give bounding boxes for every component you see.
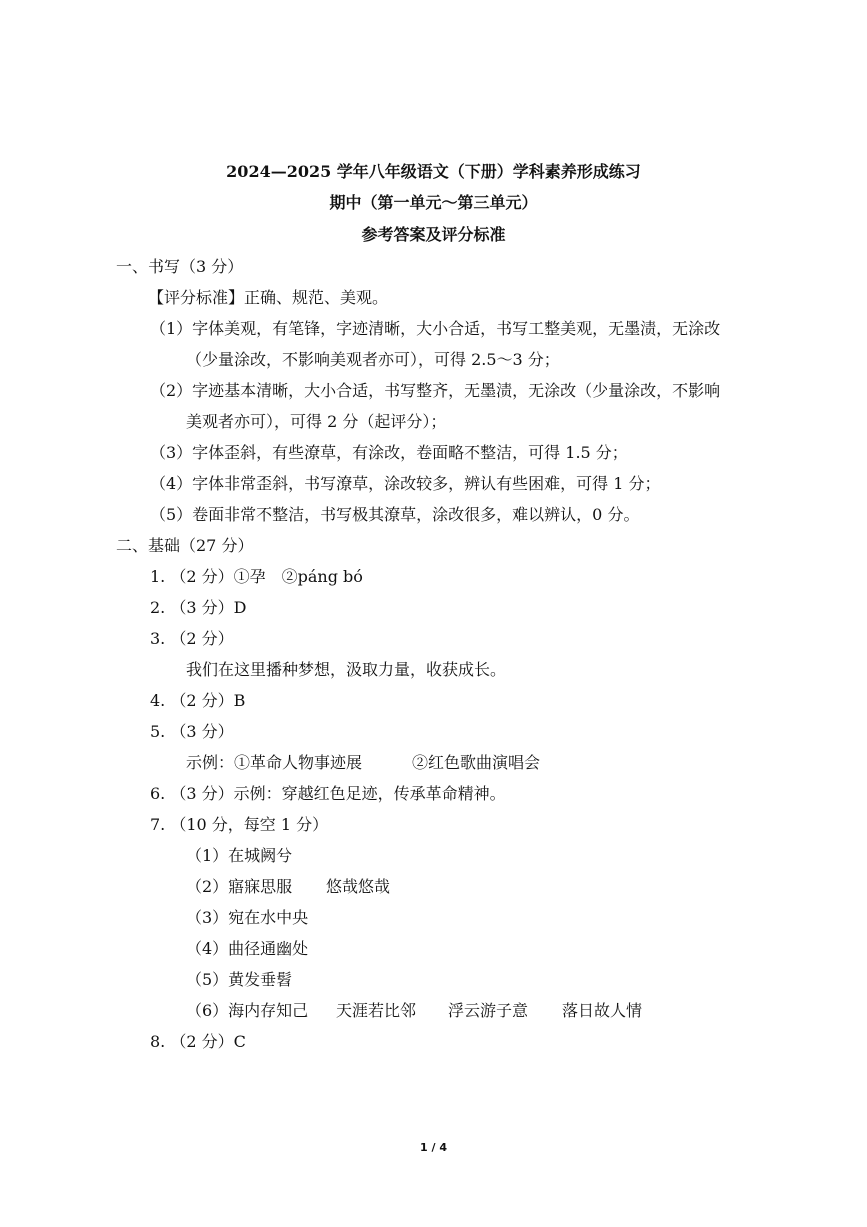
question-8: 8. （2 分）C <box>150 1032 246 1051</box>
document-title: 2024—2025 学年八年级语文（下册）学科素养形成练习 <box>226 162 641 181</box>
question-6: 6. （3 分）示例：穿越红色足迹，传承革命精神。 <box>150 784 506 803</box>
question-7-4: （4）曲径通幽处 <box>186 939 309 958</box>
question-5-answer-b: ②红色歌曲演唱会 <box>412 753 541 772</box>
question-5: 5. （3 分） <box>150 722 234 741</box>
question-7-3: （3）宛在水中央 <box>186 908 309 927</box>
question-7-6d: 落日故人情 <box>562 1001 643 1020</box>
question-3-answer: 我们在这里播种梦想，汲取力量，收获成长。 <box>186 660 507 679</box>
question-7-2b: 悠哉悠哉 <box>326 877 391 896</box>
criteria-item-1-cont: （少量涂改，不影响美观者亦可），可得 2.5～3 分； <box>186 350 560 369</box>
document-subtitle: 期中（第一单元～第三单元） <box>329 193 538 212</box>
criteria-item-3: （3）字体歪斜，有些潦草，有涂改，卷面略不整洁，可得 1.5 分； <box>150 443 628 462</box>
question-1: 1. （2 分）①孕 ②páng bó <box>150 567 363 586</box>
question-7-1: （1）在城阙兮 <box>186 846 293 865</box>
document-heading: 参考答案及评分标准 <box>361 225 506 244</box>
question-7-6c: 浮云游子意 <box>448 1001 529 1020</box>
section2-heading: 二、基础（27 分） <box>116 536 254 555</box>
question-7-5: （5）黄发垂髫 <box>186 970 293 989</box>
question-7-2a: （2）寤寐思服 <box>186 877 293 896</box>
page-number: 1 / 4 <box>420 1141 447 1154</box>
question-4: 4. （2 分）B <box>150 691 246 710</box>
criteria-item-2-cont: 美观者亦可），可得 2 分（起评分）； <box>186 412 447 431</box>
scoring-criteria: 【评分标准】正确、规范、美观。 <box>148 288 389 307</box>
question-7-6a: （6）海内存知己 <box>186 1001 309 1020</box>
question-2: 2. （3 分）D <box>150 598 247 617</box>
criteria-item-5: （5）卷面非常不整洁，书写极其潦草，涂改很多，难以辨认，0 分。 <box>150 505 640 524</box>
question-3: 3. （2 分） <box>150 629 234 648</box>
question-7-6b: 天涯若比邻 <box>336 1001 417 1020</box>
criteria-item-2: （2）字迹基本清晰，大小合适，书写整齐，无墨渍，无涂改（少量涂改，不影响 <box>150 381 721 400</box>
section1-heading: 一、书写（3 分） <box>116 257 244 276</box>
criteria-item-1: （1）字体美观，有笔锋，字迹清晰，大小合适，书写工整美观，无墨渍，无涂改 <box>150 319 721 338</box>
question-5-answer-a: 示例：①革命人物事迹展 <box>186 753 363 772</box>
criteria-item-4: （4）字体非常歪斜，书写潦草，涂改较多，辨认有些困难，可得 1 分； <box>150 474 661 493</box>
question-7: 7. （10 分，每空 1 分） <box>150 815 329 834</box>
